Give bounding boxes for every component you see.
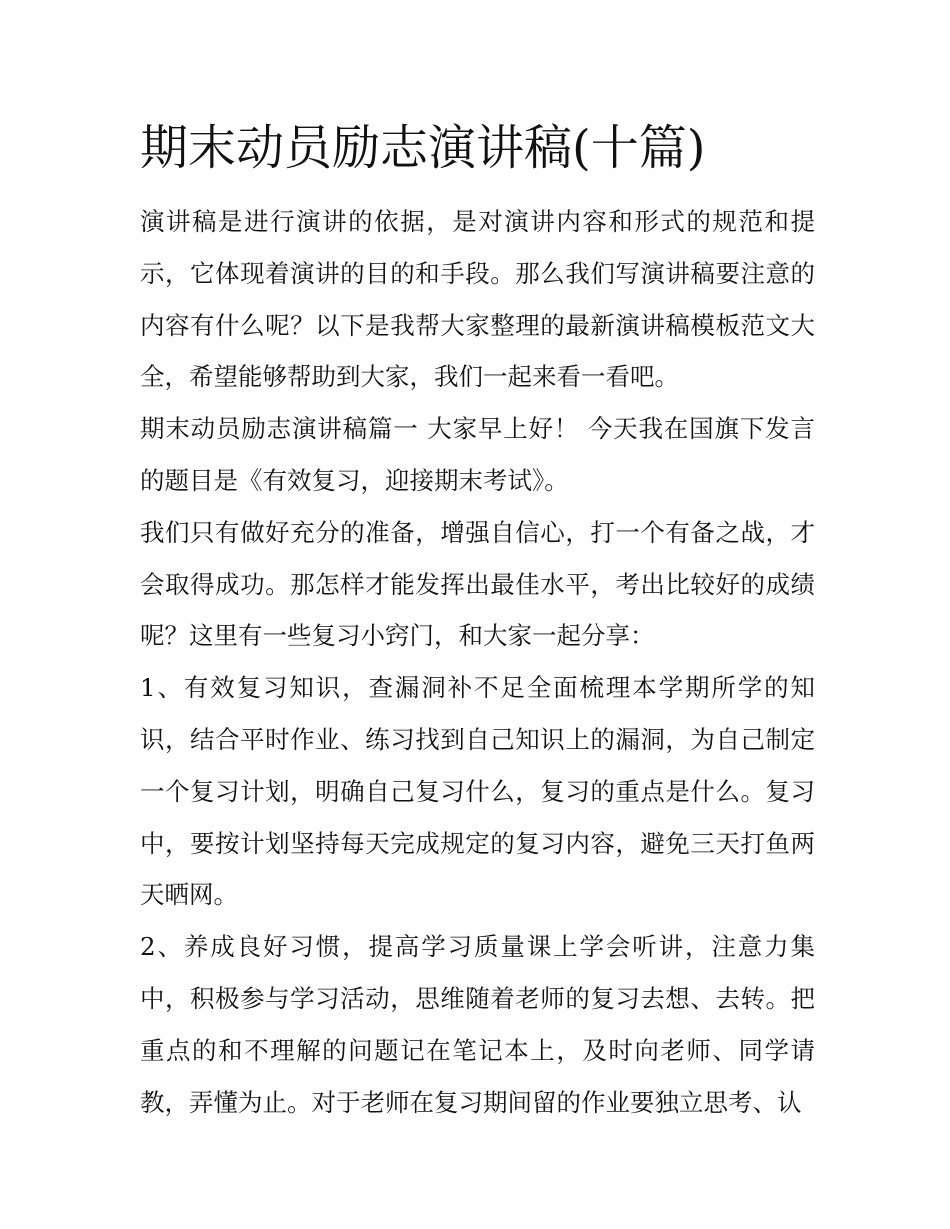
speech-opening-paragraph: 期末动员励志演讲稿篇一 大家早上好！ 今天我在国旗下发言的题目是《有效复习，迎接期末考试》。	[140, 414, 815, 495]
preparation-paragraph: 我们只有做好充分的准备，增强自信心，打一个有备之战，才会取得成功。那怎样才能发挥出最佳水平，考出比较好的成绩呢？这里有一些复习小窍门，和大家一起分享：	[140, 517, 815, 651]
document-body	[140, 112, 815, 1128]
tip-2-paragraph: 2、养成良好习惯，提高学习质量课上学会听讲，注意力集中，积极参与学习活动，思维随着老师的复习去想、去转。把重点的和不理解的问题记在笔记本上，及时向老师、同学请教，弄懂为止。对于老师在复习期间留的作业要独立思考、认	[140, 932, 815, 1117]
intro-paragraph: 演讲稿是进行演讲的依据，是对演讲内容和形式的规范和提示，它体现着演讲的目的和手段。那么我们写演讲稿要注意的内容有什么呢？以下是我帮大家整理的最新演讲稿模板范文大全，希望能够帮助到大家，我们一起来看一看吧。	[140, 207, 815, 392]
tip-1-paragraph: 1、有效复习知识，查漏洞补不足全面梳理本学期所学的知识，结合平时作业、练习找到自己知识上的漏洞，为自己制定一个复习计划，明确自己复习什么，复习的重点是什么。复习中，要按计划坚持每天完成规定的复习内容，避免三天打鱼两天晒网。	[140, 673, 815, 910]
document-title: 期末动员励志演讲稿(十篇)	[140, 120, 706, 176]
